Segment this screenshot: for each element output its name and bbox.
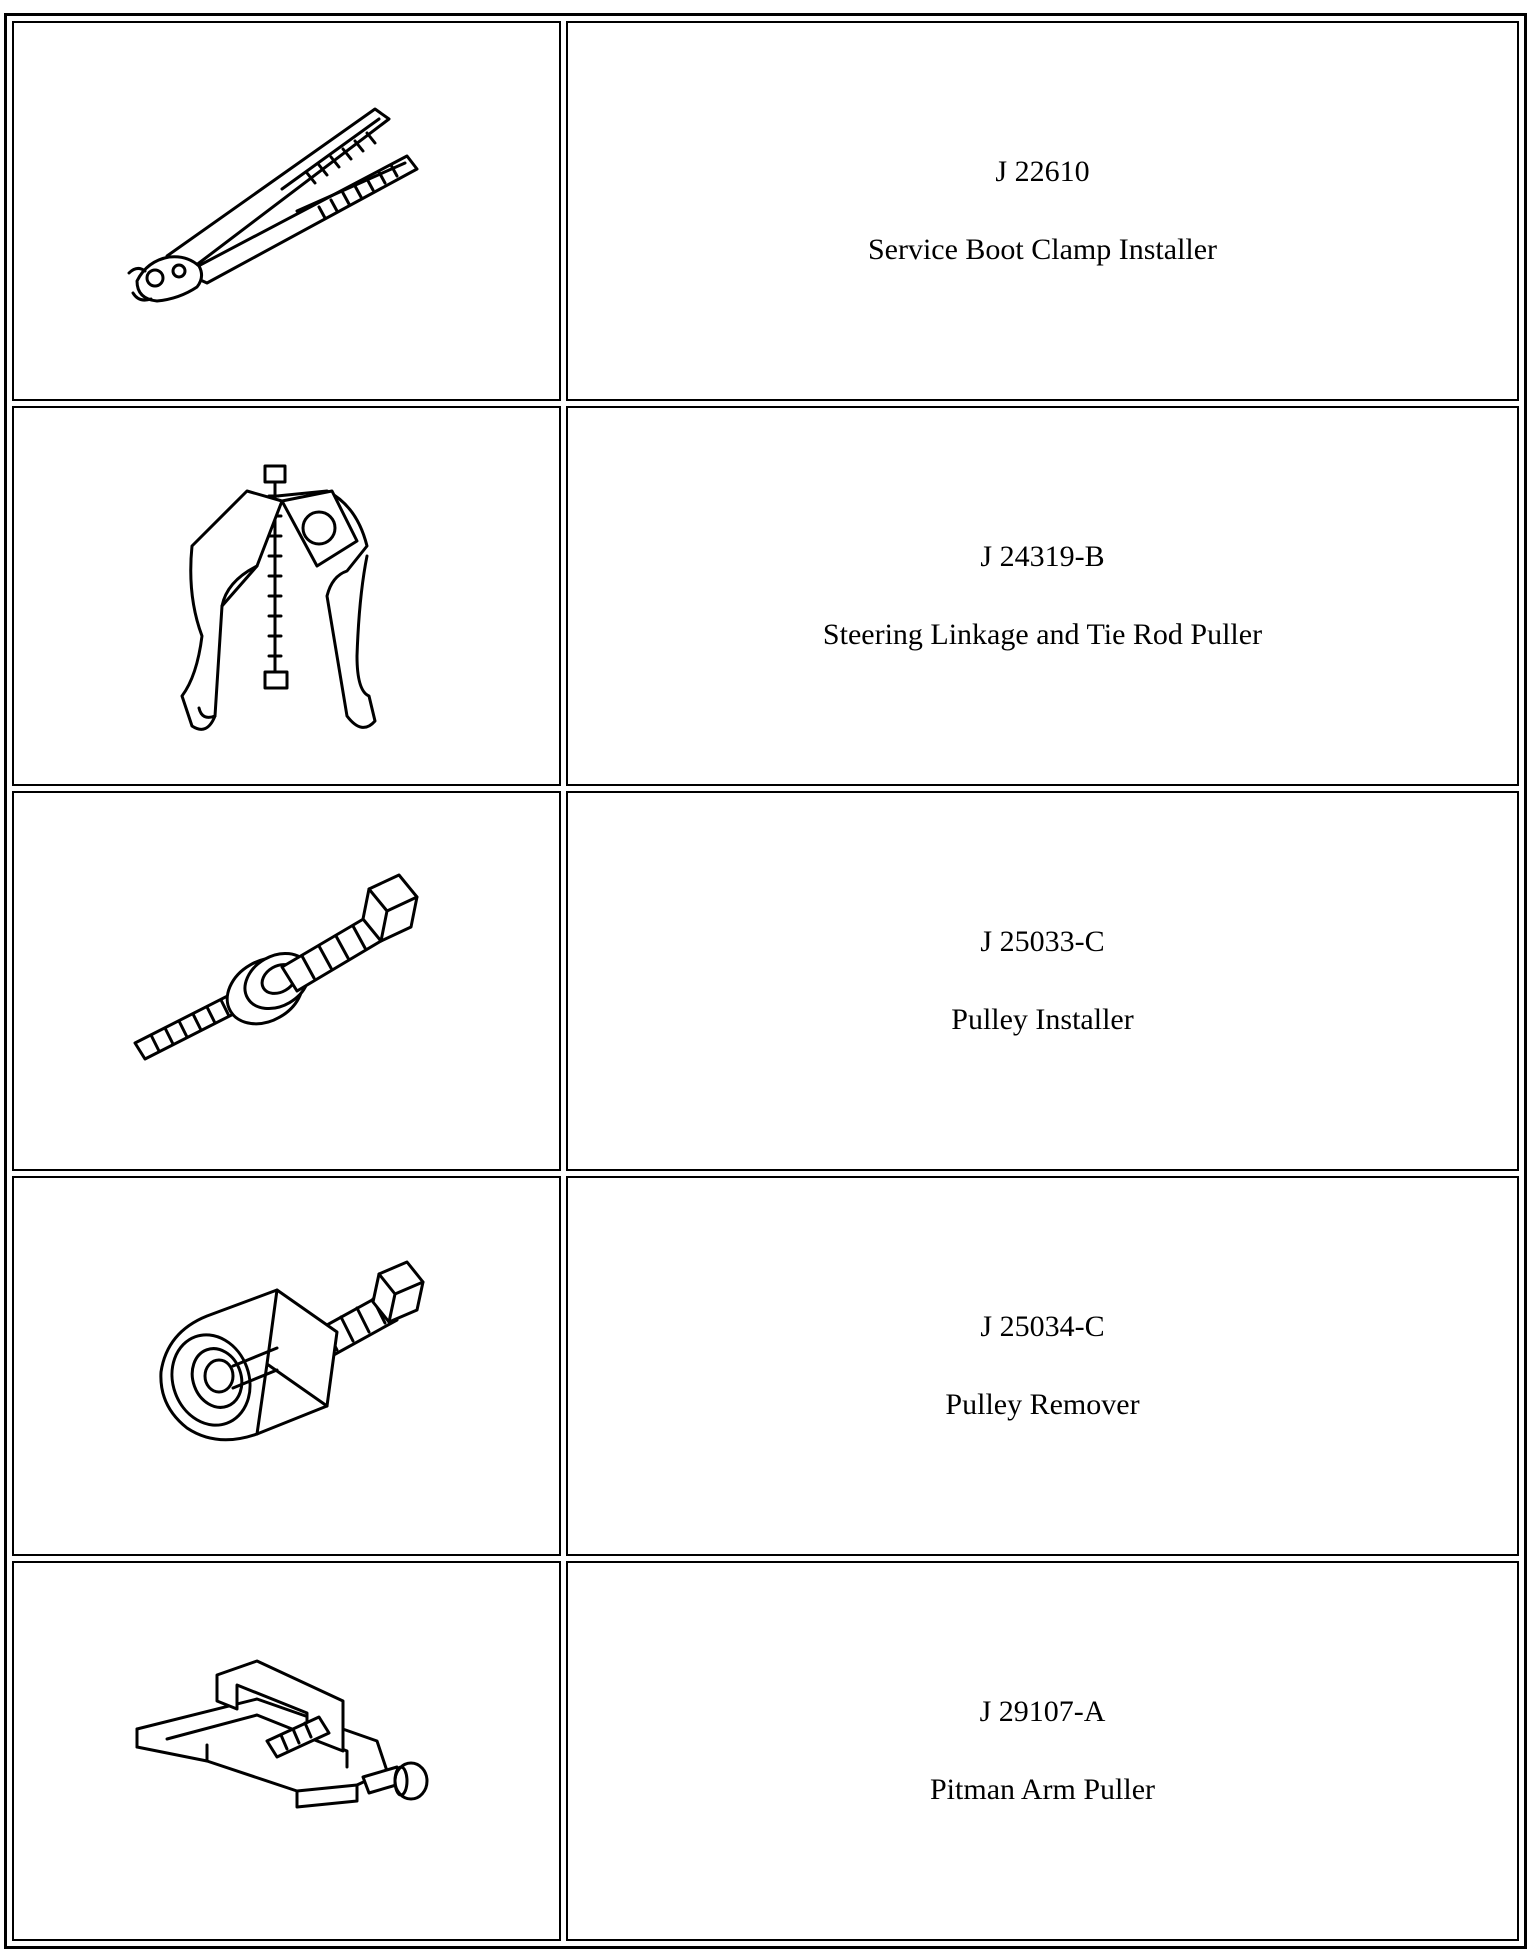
table-row <box>12 791 1519 1171</box>
tool-number: J 24319-B <box>980 540 1105 573</box>
tool-image-cell <box>12 21 561 401</box>
tool-name: Pitman Arm Puller <box>930 1773 1155 1806</box>
tool-image-cell <box>12 1561 561 1941</box>
tie-rod-puller-icon <box>107 446 467 746</box>
tool-number: J 29107-A <box>979 1695 1106 1728</box>
tool-name: Steering Linkage and Tie Rod Puller <box>822 618 1263 651</box>
tool-name: Pulley Remover <box>945 1388 1140 1421</box>
boot-clamp-pliers-icon <box>107 61 467 361</box>
table-row <box>12 1176 1519 1556</box>
tool-image-cell <box>12 1176 561 1556</box>
tool-number: J 25034-C <box>980 1310 1105 1343</box>
tool-text-cell <box>566 791 1519 1171</box>
tool-number: J 22610 <box>995 155 1090 188</box>
pitman-arm-puller-icon <box>107 1601 467 1901</box>
table-row <box>12 1561 1519 1941</box>
tool-name: Service Boot Clamp Installer <box>867 233 1218 266</box>
tool-text-cell <box>566 21 1519 401</box>
pulley-installer-icon <box>107 831 467 1131</box>
pulley-remover-icon <box>107 1216 467 1516</box>
tool-image-cell <box>12 791 561 1171</box>
table-row <box>12 21 1519 401</box>
table-row <box>12 406 1519 786</box>
special-tools-table <box>4 13 1527 1949</box>
tool-text-cell <box>566 406 1519 786</box>
tool-name: Pulley Installer <box>951 1003 1134 1036</box>
tool-image-cell <box>12 406 561 786</box>
tool-text-cell <box>566 1176 1519 1556</box>
tool-number: J 25033-C <box>980 925 1105 958</box>
tool-text-cell <box>566 1561 1519 1941</box>
